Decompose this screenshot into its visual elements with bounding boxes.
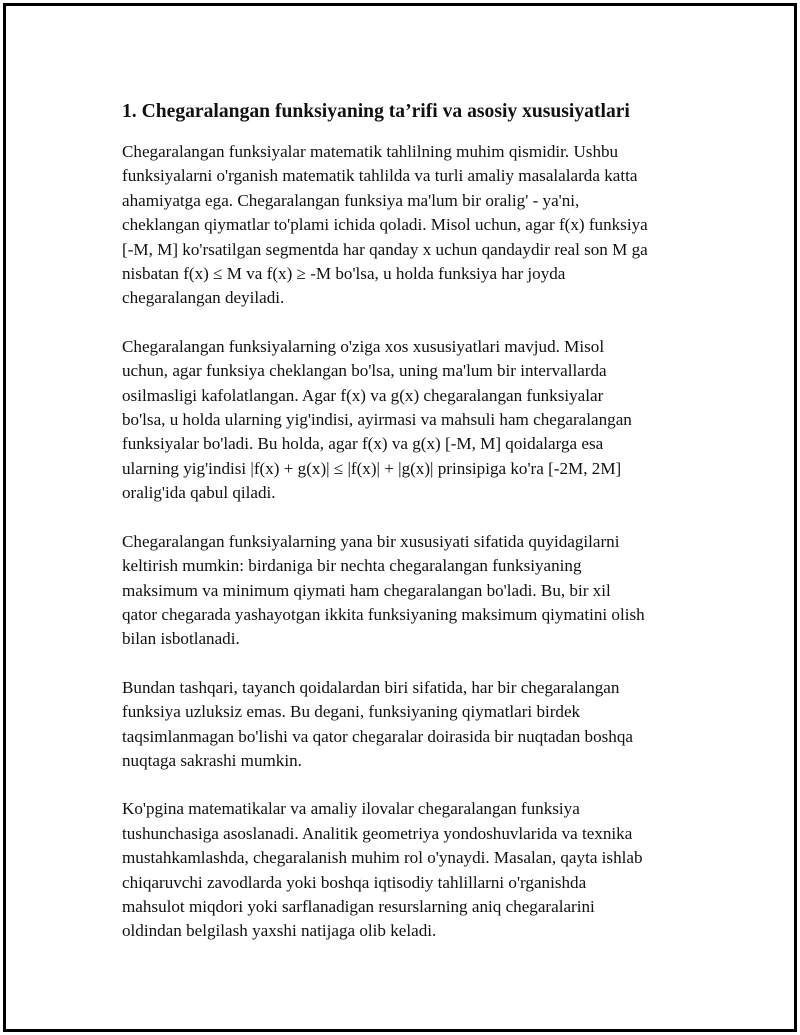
section-heading: 1. Chegaralangan funksiyaning ta’rifi va asosiy xususiyatlari xyxy=(122,101,630,122)
paragraph-continuity: Bundan tashqari, tayanch qoidalardan biri sifatida, har bir chegaralangan funksiya uzluksiz emas. Bu degani, funksiyaning qiymatlari birdek taqsimlanmagan bo'lishi va qator chegaralar doirasida bir nuqtadan boshqa nuqtaga sakrashi mumkin. xyxy=(122,677,633,770)
document-body xyxy=(122,98,702,968)
paragraph-properties: Chegaralangan funksiyalarning o'ziga xos xususiyatlari mavjud. Misol uchun, agar funksiya cheklangan bo'lsa, uning ma'lum bir intervallarda osilmasligi kafolatlangan. Agar f(x) va g(x) chegaralangan funksiyalar bo'lsa, u holda ularning yig'indisi, ayirmasi va mahsuli ham chegaralangan funksiyalar bo'ladi. Bu holda, agar f(x) va g(x) [-M, M] qoidalarga esa ularning yig'indisi |f(x) + g(x)| ≤ |f(x)| + |g(x)| prinsipiga ko'ra [-2M, 2M] oralig'ida qabul qiladi. xyxy=(122,336,632,503)
paragraph-applications: Ko'pgina matematikalar va amaliy ilovalar chegaralangan funksiya tushunchasiga asoslanadi. Analitik geometriya yondoshuvlarida va texnika mustahkamlashda, chegaralanish muhim rol o'ynaydi. Masalan, qayta ishlab chiqaruvchi zavodlarda yoki boshqa iqtisodiy tahlillarni o'rganishda mahsulot miqdori yoki sarflanadigan resurslarning aniq chegaralarini oldindan belgilash yaxshi natijaga olib keladi. xyxy=(122,799,643,941)
page-frame xyxy=(3,3,797,1032)
paragraph-max-min: Chegaralangan funksiyalarning yana bir xususiyati sifatida quyidagilarni keltirish mumkin: birdaniga bir nechta chegaralangan funksiyaning maksimum va minimum qiymati ham chegaralangan bo'ladi. Bu, bir xil qator chegarada yashayotgan ikkita funksiyaning maksimum qiymatini olish bilan isbotlanadi. xyxy=(122,531,645,649)
paragraph-definition: Chegaralangan funksiyalar matematik tahlilning muhim qismidir. Ushbu funksiyalarni o'rganish matematik tahlilda va turli amaliy masalalarda katta ahamiyatga ega. Chegaralangan funksiya ma'lum bir oralig' - ya'ni, cheklangan qiymatlar to'plami ichida qoladi. Misol uchun, agar f(x) funksiya [-M, M] ko'rsatilgan segmentda har qanday x uchun qandaydir real son M ga nisbatan f(x) ≤ M va f(x) ≥ -M bo'lsa, u holda funksiya har joyda chegaralangan deyiladi. xyxy=(122,142,648,308)
